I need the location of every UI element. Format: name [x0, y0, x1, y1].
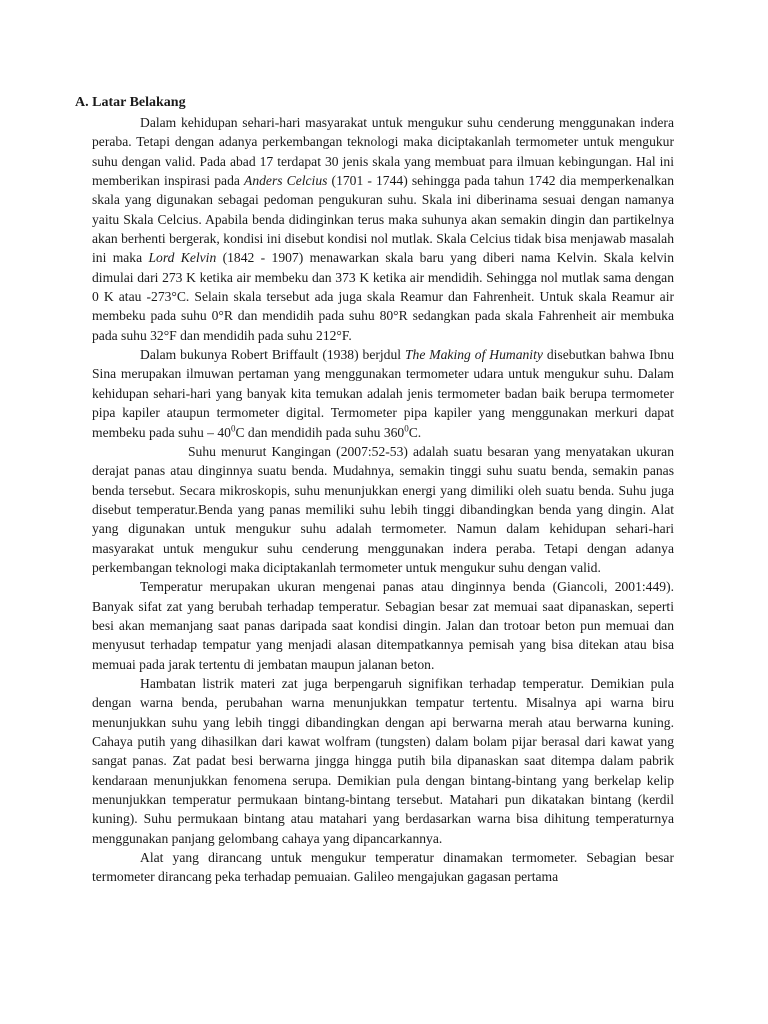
paragraph-1-name-lord-kelvin: Lord Kelvin: [148, 250, 217, 266]
paragraph-2: [92, 345, 674, 442]
document-body: [92, 113, 674, 887]
paragraph-2-text-d: C.: [408, 424, 422, 440]
paragraph-3: Suhu menurut Kangingan (2007:52-53) adalah suatu besaran yang menyatakan ukuran derajat panas atau dinginnya suatu benda. Mudahnya, semakin tinggi suhu suatu benda, semakin panas benda tersebut. Secara mikroskopis, suhu menunjukkan energi yang dimiliki oleh suatu benda. Suhu juga disebut temperatur.Benda yang panas memiliki suhu lebih tinggi dibandingkan benda yang dingin. Alat yang digunakan untuk mengukur suhu adalah termometer. Namun dalam kehidupan sehari-hari masyarakat untuk mengukur suhu cenderung menggunakan indera peraba. Tetapi dengan adanya perkembangan teknologi maka diciptakanlah termometer untuk mengukur suhu dengan valid.: [92, 443, 674, 575]
paragraph-1: [92, 113, 674, 345]
paragraph-2-degree-superscript-2: 0: [404, 422, 409, 433]
section-heading: A. Latar Belakang: [75, 95, 186, 110]
paragraph-2-book-title: The Making of Humanity: [404, 347, 543, 363]
paragraph-5: Hambatan listrik materi zat juga berpengaruh signifikan terhadap temperatur. Demikian pula dengan warna benda, perubahan warna menunjukkan tempatur tertentu. Misalnya api warna biru menunjukkan suhu yang lebih tinggi dibandingkan dengan api berwarna merah atau berwarna kuning. Cahaya putih yang dihasilkan dari kawat wolfram (tungsten) dalam bolam pijar berasal dari kawat yang sangat panas. Zat padat besi berwarna jingga hingga putih bila dipanaskan saat ditempa dalam pabrik kendaraan menunjukkan fenomena serupa. Demikian pula dengan bintang-bintang yang berkelap kelip menunjukkan temperatur permukaan bintang-bintang tersebut. Matahari pun dikatakan bintang (kerdil kuning). Suhu permukaan bintang atau matahari yang berdasarkan warna bisa dihitung temperaturnya menggunakan panjang gelombang cahaya yang dipancarkannya.: [92, 675, 674, 846]
paragraph-2-text-a: Dalam bukunya Robert Briffault (1938) berjdul: [140, 347, 405, 363]
paragraph-1-name-anders-celcius: Anders Celcius: [244, 173, 328, 189]
paragraph-2-degree-superscript-1: 0: [230, 422, 236, 433]
paragraph-2-text-b: disebutkan bahwa Ibnu Sina merupakan ilmuwan pertaman yang menggunakan termometer udara untuk mengukur suhu. Dalam kehidupan sehari-hari yang banyak kita temukan adalah jenis termometer badan baik berupa termometer pipa kapiler ataupun termometer digital. Termometer pipa kapiler yang menggunakan merkuri dapat membeku pada suhu: [92, 347, 675, 440]
paragraph-1-text-a: Dalam kehidupan sehari-hari masyarakat untuk mengukur suhu cenderung menggunakan indera peraba. Tetapi dengan adanya perkembangan teknologi maka diciptakanlah termometer untuk mengukur suhu dengan valid. Pada abad 17 terdapat 30 jenis skala yang membuat para ilmuan kebingungan. Hal ini memberikan inspirasi pada: [92, 115, 674, 189]
paragraph-1-text-b: (1701 - 1744) sehingga pada tahun 1742 dia memperkenalkan skala yang digunakan sebagai pedoman pengukuran suhu. Skala ini diberinama sesuai dengan namanya yaitu Skala Celcius. Apabila benda didinginkan terus maka suhunya akan semakin dingin dan partikelnya akan berhenti bergerak, kondisi ini disebut kondisi nol mutlak. Skala Celcius tidak bisa menjawab masalah ini maka: [92, 173, 674, 266]
paragraph-4: Temperatur merupakan ukuran mengenai panas atau dinginnya benda (Giancoli, 2001:449). Banyak sifat zat yang berubah terhadap temperatur. Sebagian besar zat memuai saat dipanaskan, seperti besi akan memanjang saat panas daripada saat kondisi dingin. Jalan dan trotoar beton pun memuai dan menyusut terhadap tempatur yang menjadi alasan ditempatkannya pemisah yang bisa ditekan atau bisa memuai pada jarak tertentu di jembatan maupun jalanan beton.: [92, 579, 674, 672]
paragraph-2-freezing-value: – 40: [207, 424, 231, 440]
paragraph-1-text-c: (1842 - 1907) menawarkan skala baru yang diberi nama Kelvin. Skala kelvin dimulai dari 273 K ketika air membeku dan 373 K ketika air mendidih. Sehingga nol mutlak sama dengan 0 K atau -273°C. Selain skala tersebut ada juga skala Reamur dan Fahrenheit. Untuk skala Reamur air membeku pada suhu 0°R dan mendidih pada suhu 80°R sedangkan pada skala Fahrenheit air membuka pada suhu 32°F dan mendidih pada suhu 212°F.: [92, 250, 674, 343]
paragraph-2-text-c: C dan mendidih pada suhu 360: [235, 424, 405, 440]
paragraph-6: Alat yang dirancang untuk mengukur temperatur dinamakan termometer. Sebagian besar termometer dirancang peka terhadap pemuaian. Galileo mengajukan gagasan pertama: [92, 850, 674, 885]
